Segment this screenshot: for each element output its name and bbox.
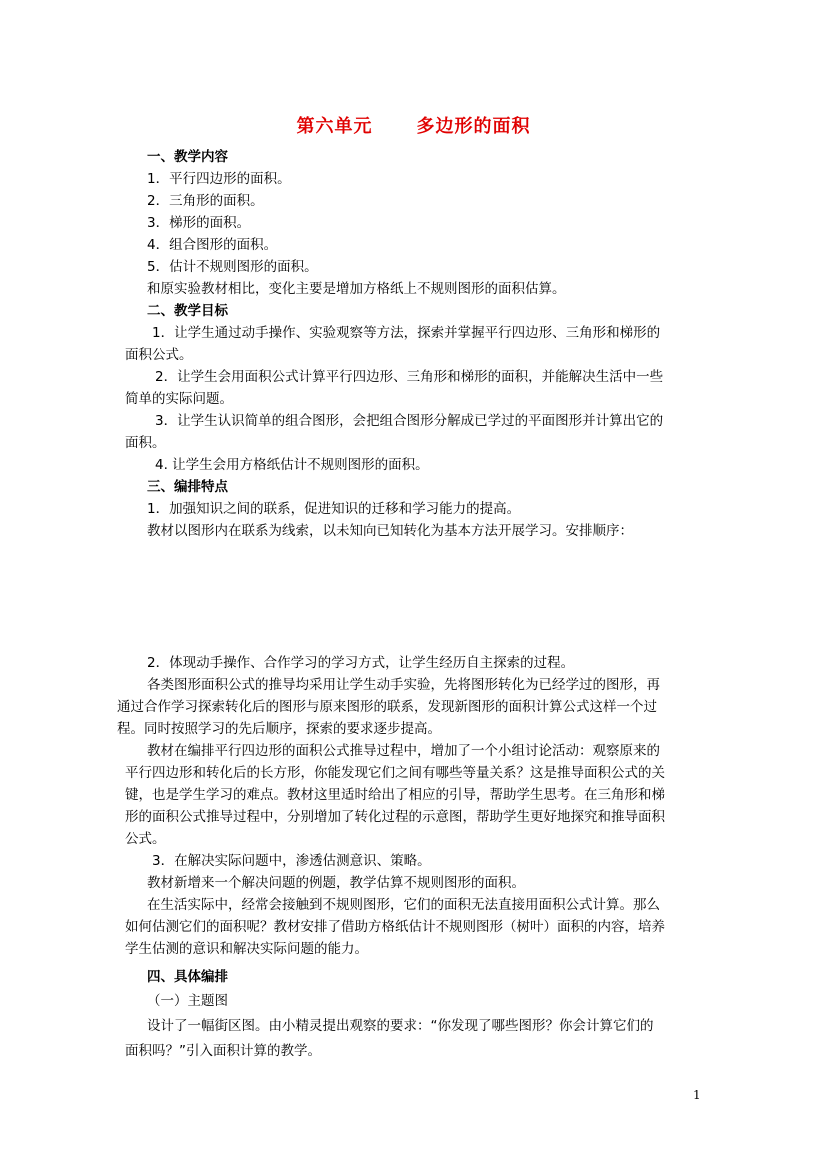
- goal-2-line-2: 简单的实际问题。: [125, 391, 233, 407]
- feature-3-para-line-3: 学生估测的意识和解决实际问题的能力。: [125, 941, 368, 957]
- goal-3-line-2: 面积。: [125, 435, 166, 451]
- theme-para-line-1: 设计了一幅街区图。由小精灵提出观察的要求：“你发现了哪些图形？你会计算它们的: [147, 1018, 654, 1034]
- goal-4: 4. 让学生会用方格纸估计不规则图形的面积。: [155, 457, 429, 473]
- feature-2-para2-line-2: 平行四边形和转化后的长方形，你能发现它们之间有哪些等量关系？这是推导面积公式的关: [125, 765, 665, 781]
- goal-2-line-1: 2．让学生会用面积公式计算平行四边形、三角形和梯形的面积，并能解决生活中一些: [155, 369, 664, 385]
- feature-2: 2．体现动手操作、合作学习的学习方式，让学生经历自主探索的过程。: [147, 655, 575, 671]
- content-item-1: 1．平行四边形的面积。: [147, 171, 291, 187]
- feature-3-para-line-1: 在生活实际中，经常会接触到不规则图形，它们的面积无法直接用面积公式计算。那么: [147, 897, 660, 913]
- content-item-3: 3．梯形的面积。: [147, 215, 251, 231]
- content-item-4: 4．组合图形的面积。: [147, 237, 278, 253]
- content-item-5: 5．估计不规则图形的面积。: [147, 259, 318, 275]
- content-item-2: 2．三角形的面积。: [147, 193, 264, 209]
- content-note: 和原实验教材相比，变化主要是增加方格纸上不规则图形的面积估算。: [147, 281, 566, 297]
- theme-para-line-2: 面积吗？”引入面积计算的教学。: [125, 1043, 321, 1059]
- title-unit: 第六单元: [296, 116, 373, 137]
- page-title: [0, 112, 827, 138]
- feature-1: 1．加强知识之间的联系，促进知识的迁移和学习能力的提高。: [147, 501, 521, 517]
- feature-2-para2-line-3: 键，也是学生学习的难点。教材这里适时给出了相应的引导，帮助学生思考。在三角形和梯: [125, 787, 665, 803]
- page-number: 1: [693, 1088, 701, 1102]
- goal-1-line-2: 面积公式。: [125, 347, 193, 363]
- section-heading-goals: 二、教学目标: [147, 303, 228, 319]
- feature-3: 3．在解决实际问题中，渗透估测意识、策略。: [152, 853, 431, 869]
- section-heading-features: 三、编排特点: [147, 479, 228, 495]
- goal-1-line-1: 1．让学生通过动手操作、实验观察等方法，探索并掌握平行四边形、三角形和梯形的: [152, 325, 661, 341]
- title-topic: 多边形的面积: [416, 116, 531, 137]
- feature-2-para-line-1: 各类图形面积公式的推导均采用让学生动手实验，先将图形转化为已经学过的图形，再: [147, 677, 660, 693]
- feature-2-para2-line-5: 公式。: [125, 831, 166, 847]
- goal-3-line-1: 3．让学生认识简单的组合图形，会把组合图形分解成已学过的平面图形并计算出它的: [155, 413, 664, 429]
- feature-2-para-line-3: 程。同时按照学习的先后顺序，探索的要求逐步提高。: [117, 721, 441, 737]
- section-heading-content: 一、教学内容: [147, 149, 228, 165]
- subsection-theme-image: （一）主题图: [147, 993, 228, 1009]
- feature-2-para2-line-4: 形的面积公式推导过程中，分别增加了转化过程的示意图，帮助学生更好地探究和推导面积: [125, 809, 665, 825]
- feature-3-detail: 教材新增来一个解决问题的例题，教学估算不规则图形的面积。: [147, 875, 525, 891]
- feature-3-para-line-2: 如何估测它们的面积呢？教材安排了借助方格纸估计不规则图形（树叶）面积的内容，培养: [125, 919, 665, 935]
- feature-2-para-line-2: 通过合作学习探索转化后的图形与原来图形的联系，发现新图形的面积计算公式这样一个过: [117, 699, 657, 715]
- feature-2-para2-line-1: 教材在编排平行四边形的面积公式推导过程中，增加了一个小组讨论活动：观察原来的: [147, 743, 660, 759]
- section-heading-arrangement: 四、具体编排: [147, 969, 228, 985]
- feature-1-detail: 教材以图形内在联系为线索，以未知向已知转化为基本方法开展学习。安排顺序：: [147, 523, 633, 539]
